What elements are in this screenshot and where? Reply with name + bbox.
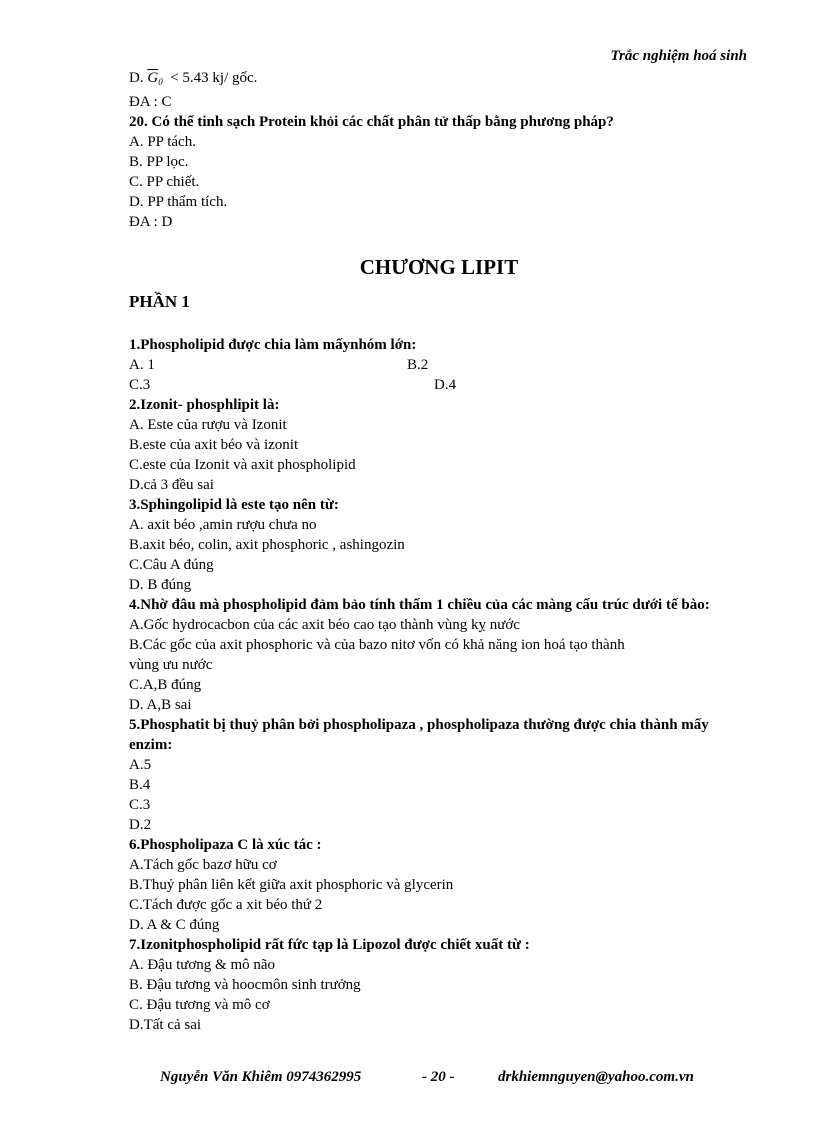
part-title: PHẦN 1 — [129, 292, 190, 311]
option: D.4 — [434, 377, 457, 393]
option: D.cả 3 đều sai — [129, 477, 214, 493]
chapter-title: CHƯƠNG LIPIT — [359, 255, 519, 279]
question-7: 7.Izonitphospholipid rất fức tạp là Lipozol được chiết xuất từ : — [129, 937, 530, 953]
question-20: 20. Có thể tinh sạch Protein khỏi các chất phân tử thấp bằng phương pháp? — [129, 114, 614, 130]
prev-option-d: D. $\overline{G}_0 < 5.43$ kj/ gốc. — [129, 70, 258, 87]
option: D. B đúng — [129, 577, 192, 593]
option: B.Thuỷ phân liên kết giữa axit phosphoric và glycerin — [129, 877, 454, 893]
option: A. Đậu tương & mô não — [129, 957, 276, 973]
option: B.2 — [407, 357, 429, 373]
option: A. 1 — [129, 357, 155, 373]
option: C.3 — [129, 377, 151, 393]
option: C. PP chiết. — [129, 174, 200, 190]
running-header: Trắc nghiệm hoá sinh — [610, 48, 747, 64]
option: C.Câu A đúng — [129, 557, 214, 573]
option-row — [129, 355, 749, 375]
option: D.Tất cả sai — [129, 1017, 202, 1033]
page-number: - 20 - — [422, 1069, 455, 1085]
option: D. PP thẩm tích. — [129, 194, 228, 210]
prev-answer: ĐA : C — [129, 94, 172, 110]
question-3: 3.Sphingolipid là este tạo nên từ: — [129, 497, 339, 513]
question-2: 2.Izonit- phosphlipit là: — [129, 397, 280, 413]
option: B.este của axit béo và izonit — [129, 437, 299, 453]
option: C.3 — [129, 797, 151, 813]
footer-author: Nguyễn Văn Khiêm 0974362995 — [160, 1069, 362, 1085]
footer-email: drkhiemnguyen@yahoo.com.vn — [498, 1069, 694, 1085]
option-continued: vùng ưu nước — [129, 657, 213, 673]
option: A.5 — [129, 757, 152, 773]
question-6: 6.Phospholipaza C là xúc tác : — [129, 837, 322, 853]
option-row — [129, 375, 749, 395]
question-4: 4.Nhờ đâu mà phospholipid đảm bảo tính thấm 1 chiều của các màng cấu trúc dưới tế bào: — [129, 597, 710, 613]
option: B. Đậu tương và hoocmôn sinh trưởng — [129, 977, 361, 993]
question-1: 1.Phospholipid được chia làm mấynhóm lớn: — [129, 337, 417, 353]
option: D. A,B sai — [129, 697, 192, 713]
g0-symbol: $\overline{G}$ — [147, 70, 159, 86]
option: A. Este của rượu và Izonit — [129, 417, 287, 433]
option: A. PP tách. — [129, 134, 196, 150]
option: B.Các gốc của axit phosphoric và của bazo nitơ vốn có khả năng ion hoá tạo thành — [129, 637, 625, 653]
option: B. PP lọc. — [129, 154, 189, 170]
question-5: 5.Phosphatit bị thuỷ phân bởi phospholipaza , phospholipaza thường được chia thành mấy enzim: — [129, 717, 709, 753]
option: D. A & C đúng — [129, 917, 220, 933]
answer: ĐA : D — [129, 214, 173, 230]
option: A. axit béo ,amin rượu chưa no — [129, 517, 317, 533]
option: C.A,B đúng — [129, 677, 202, 693]
page-content — [129, 68, 749, 1035]
option: C.este của Izonit và axit phospholipid — [129, 457, 356, 473]
option: C. Đậu tương và mô cơ — [129, 997, 270, 1013]
option: D.2 — [129, 817, 152, 833]
option: A.Tách gốc bazơ hữu cơ — [129, 857, 277, 873]
option: A.Gốc hydrocacbon của các axit béo cao tạo thành vùng kỵ nước — [129, 617, 520, 633]
option: B.4 — [129, 777, 151, 793]
option: B.axit béo, colin, axit phosphoric , ashingozin — [129, 537, 405, 553]
option: C.Tách được gốc a xit béo thứ 2 — [129, 897, 323, 913]
